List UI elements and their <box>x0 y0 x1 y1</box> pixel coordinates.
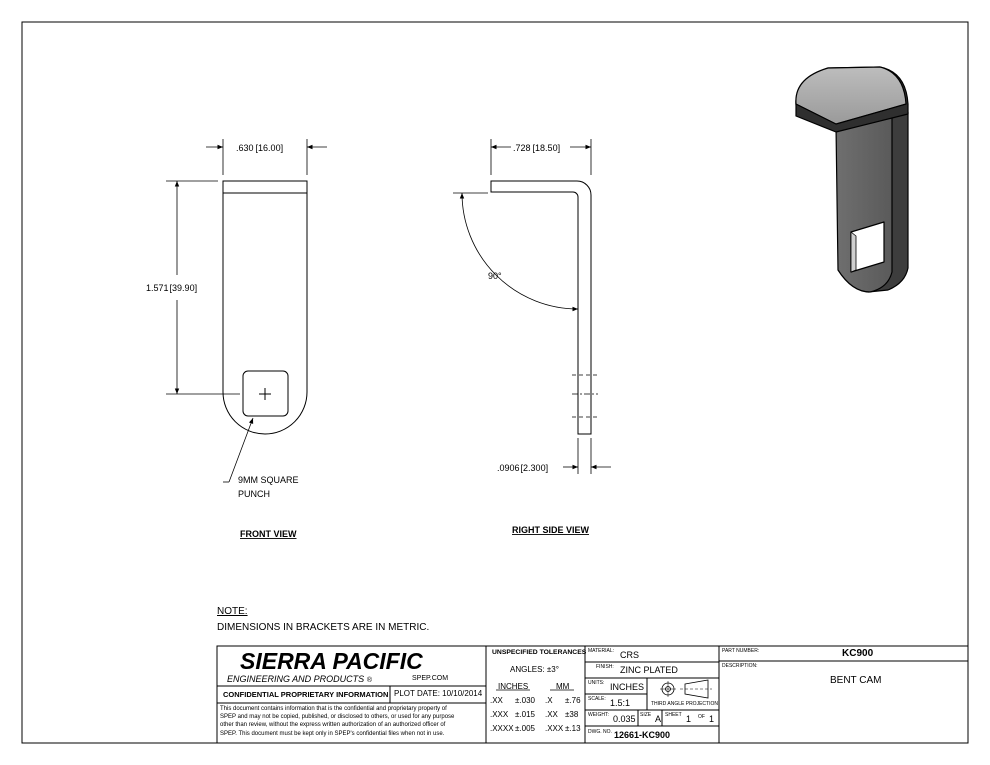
side-view-label: RIGHT SIDE VIEW <box>512 525 590 535</box>
tolerance-row: .XX <box>490 696 503 705</box>
thickness-dim: .0906[2.300] <box>497 463 549 473</box>
finish-value: ZINC PLATED <box>620 665 678 675</box>
material-value: CRS <box>620 650 640 660</box>
units-label: UNITS: <box>588 680 605 686</box>
front-view-top-edge <box>223 181 307 193</box>
company-website: SPEP.COM <box>412 675 449 682</box>
company-name: SIERRA PACIFIC <box>240 648 423 674</box>
dwg-value: 12661-KC900 <box>614 730 671 740</box>
tolerance-row: ±.030 <box>515 696 535 705</box>
tolerance-row: ±.13 <box>565 724 581 733</box>
material-label: MATERIAL: <box>588 648 615 654</box>
of-label: OF <box>698 714 705 720</box>
dwg-label: DWG. NO. <box>588 729 612 735</box>
tolerance-row: .XXXX <box>490 724 514 733</box>
angle-dim: 90° <box>488 271 502 281</box>
confidential-line: other than review, without the express written authorization of an authorized officer of <box>220 722 446 729</box>
tolerance-row: .XX <box>545 710 558 719</box>
confidential-notice <box>220 705 484 738</box>
front-width-dim: .630 [16.00] <box>236 143 284 153</box>
front-view <box>166 139 327 482</box>
plot-date: PLOT DATE: 10/10/2014 <box>394 689 483 698</box>
tolerance-row: ±.005 <box>515 724 535 733</box>
finish-label: FINISH: <box>596 664 614 670</box>
angles-tolerance: ANGLES: ±3° <box>510 665 559 674</box>
tolerance-row: .XXX <box>490 710 509 719</box>
of-value: 1 <box>709 714 715 724</box>
scale-label: SCALE: <box>588 696 606 702</box>
third-angle-label: THIRD ANGLE PROJECTION <box>651 701 718 707</box>
sheet-border <box>22 22 968 743</box>
tolerance-row: ±.76 <box>565 696 581 705</box>
weight-value: 0.035 <box>613 714 636 724</box>
size-value: A <box>655 714 662 724</box>
third-angle-projection-icon <box>660 680 712 698</box>
company-subtitle: ENGINEERING AND PRODUCTS ® <box>227 674 372 684</box>
front-view-label: FRONT VIEW <box>240 529 297 539</box>
confidential-line: This document contains information that is the confidential and proprietary property of <box>220 706 447 712</box>
sheet-label: SHEET <box>665 712 682 718</box>
part-number-label: PART NUMBER: <box>722 648 760 654</box>
isometric-render <box>796 67 908 292</box>
punch-callout-line2: PUNCH <box>238 489 271 499</box>
side-view <box>453 139 611 474</box>
confidential-line: SPEP and may not be copied, published, or disclosed to others, or used for any purpose <box>220 714 455 721</box>
punch-callout-line1: 9MM SQUARE <box>238 475 299 485</box>
side-view-outline <box>491 181 591 434</box>
tolerance-row: ±.015 <box>515 710 535 719</box>
units-value: INCHES <box>610 682 645 692</box>
confidential-heading: CONFIDENTIAL PROPRIETARY INFORMATION <box>223 690 389 699</box>
part-number-value: KC900 <box>842 648 874 659</box>
size-label: SIZE <box>640 712 652 718</box>
inches-column-label: INCHES <box>498 682 529 691</box>
description-label: DESCRIPTION: <box>722 663 758 669</box>
mm-column-label: MM <box>556 682 570 691</box>
note-text: DIMENSIONS IN BRACKETS ARE IN METRIC. <box>217 622 430 633</box>
side-width-dim: .728 [18.50] <box>513 143 561 153</box>
description-value: BENT CAM <box>830 675 882 686</box>
note-heading: NOTE: <box>217 606 248 617</box>
tolerance-row: .X <box>545 696 553 705</box>
tolerance-row: ±38 <box>565 710 579 719</box>
tolerance-row: .XXX <box>545 724 564 733</box>
scale-value: 1.5:1 <box>610 698 631 708</box>
confidential-line: SPEP. This document must be kept only in SPEP's confidential files when not in use. <box>220 730 445 737</box>
weight-label: WEIGHT: <box>588 712 609 718</box>
tolerances-heading: UNSPECIFIED TOLERANCES <box>492 649 587 656</box>
registered-mark: ® <box>366 677 372 684</box>
front-height-dim: 1.571[39.90] <box>146 283 198 293</box>
sheet-value: 1 <box>686 714 692 724</box>
